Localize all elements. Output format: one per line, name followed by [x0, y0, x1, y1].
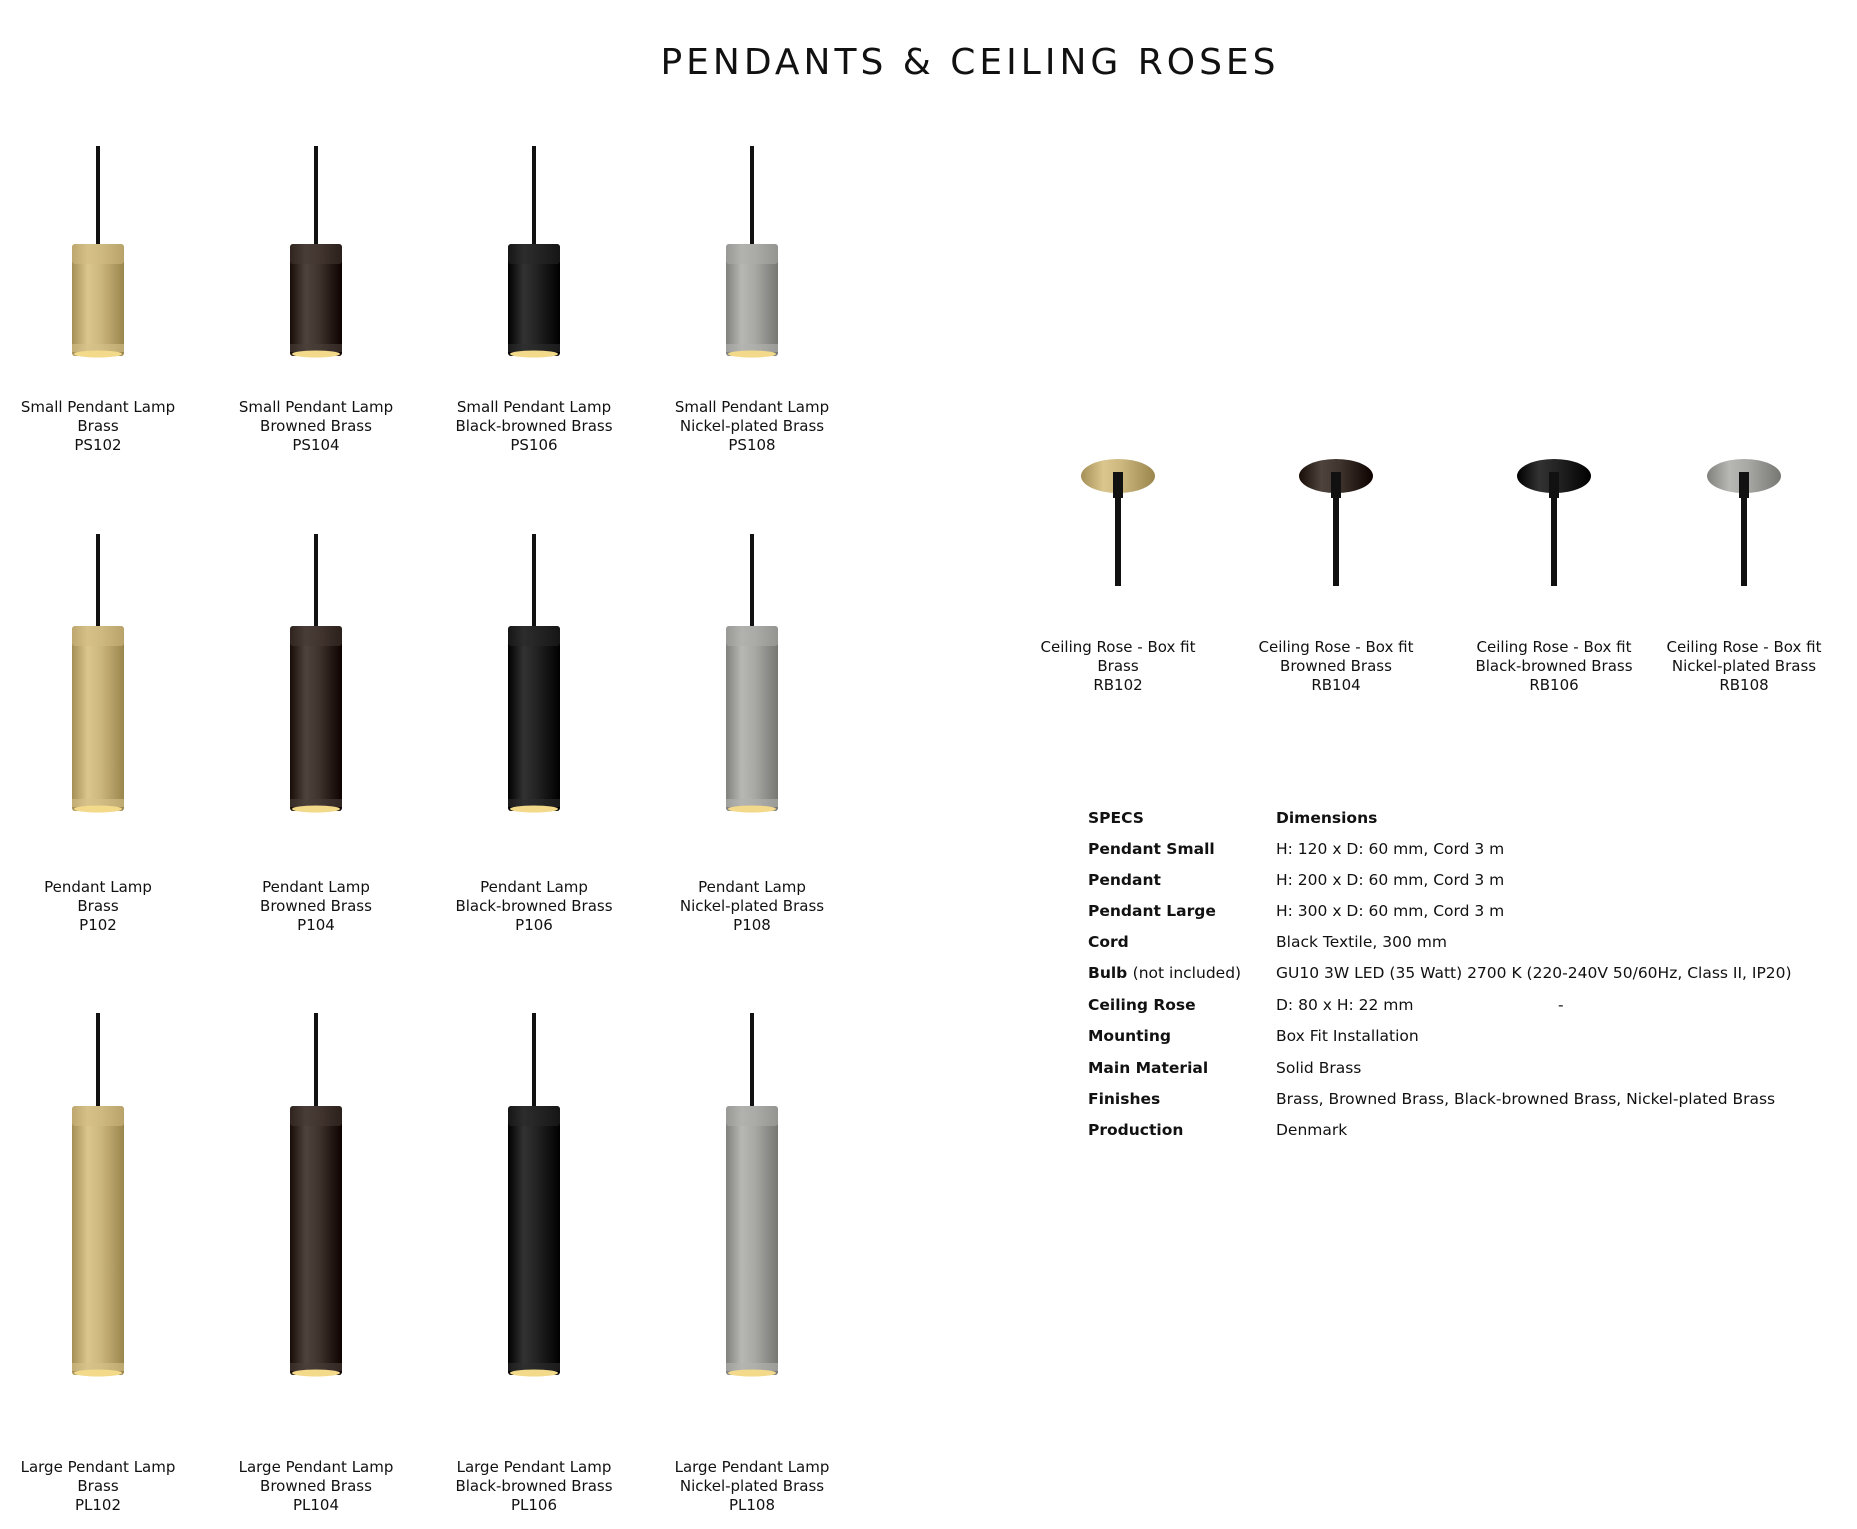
product-caption — [642, 398, 862, 455]
lamp-image — [0, 1013, 208, 1433]
cord — [532, 146, 536, 248]
cord — [314, 534, 318, 630]
product-caption — [1444, 638, 1664, 695]
spec-value: H: 300 x D: 60 mm, Cord 3 m — [1276, 902, 1505, 920]
cord-grip — [1739, 472, 1749, 498]
spec-value: Box Fit Installation — [1276, 1027, 1419, 1045]
lamp-image — [424, 534, 644, 854]
spec-value: GU10 3W LED (35 Watt) 2700 K (220-240V 50/60Hz, Class II, IP20) — [1276, 964, 1792, 982]
lamp-glow — [74, 806, 122, 813]
product-name: Large Pendant Lamp — [238, 1458, 394, 1476]
product-caption — [642, 878, 862, 935]
lamp-top-band — [72, 626, 124, 646]
product-name: Small Pendant Lamp — [238, 398, 394, 416]
product-finish: Nickel-plated Brass — [679, 417, 825, 435]
lamp-glow — [74, 351, 122, 358]
spec-key — [1088, 964, 1241, 982]
product-caption — [424, 878, 644, 935]
lamp-image — [424, 1013, 644, 1433]
product-code: P106 — [515, 916, 553, 934]
product-finish: Browned Brass — [1280, 657, 1392, 675]
lamp-top-band — [726, 244, 778, 264]
product-name: Pendant Lamp — [44, 878, 152, 896]
cord — [314, 146, 318, 248]
product-code: P104 — [297, 916, 335, 934]
spec-value: Solid Brass — [1276, 1059, 1362, 1077]
lamp-glow — [292, 806, 340, 813]
spec-key-note: (not included) — [1132, 964, 1242, 982]
product-code: PS108 — [728, 436, 776, 454]
product-finish: Brass — [77, 417, 119, 435]
spec-value: H: 120 x D: 60 mm, Cord 3 m — [1276, 840, 1505, 858]
product-finish: Brass — [1097, 657, 1139, 675]
product-finish: Nickel-plated Brass — [1671, 657, 1817, 675]
lamp-body — [290, 626, 342, 811]
lamp-top-band — [508, 244, 560, 264]
product-card — [0, 1013, 208, 1513]
spec-value: H: 200 x D: 60 mm, Cord 3 m — [1276, 871, 1505, 889]
product-card — [642, 534, 862, 934]
product-caption — [0, 878, 208, 935]
product-finish: Browned Brass — [260, 897, 372, 915]
lamp-image — [206, 1013, 426, 1433]
product-card — [206, 146, 426, 456]
product-name: Ceiling Rose - Box fit — [1666, 638, 1822, 656]
lamp-image — [206, 146, 426, 376]
product-caption — [1226, 638, 1446, 695]
lamp-glow — [510, 806, 558, 813]
lamp-glow — [292, 351, 340, 358]
product-card — [642, 146, 862, 456]
lamp-image — [424, 146, 644, 376]
product-card — [0, 534, 208, 934]
product-finish: Black-browned Brass — [455, 897, 613, 915]
lamp-body — [508, 626, 560, 811]
product-card — [1008, 458, 1228, 698]
specs-header-dimensions: Dimensions — [1276, 809, 1378, 827]
ceiling-rose-image — [1444, 458, 1664, 618]
product-name: Large Pendant Lamp — [20, 1458, 176, 1476]
ceiling-rose-image — [1634, 458, 1854, 618]
product-name: Pendant Lamp — [698, 878, 806, 896]
lamp-top-band — [726, 626, 778, 646]
spec-key: Pendant Large — [1088, 902, 1216, 920]
product-code: P108 — [733, 916, 771, 934]
cord — [750, 534, 754, 630]
cord — [750, 146, 754, 248]
spec-key: Mounting — [1088, 1027, 1171, 1045]
spec-key: Main Material — [1088, 1059, 1209, 1077]
spec-key: Finishes — [1088, 1090, 1161, 1108]
lamp-glow — [510, 351, 558, 358]
product-code: RB106 — [1529, 676, 1579, 694]
product-name: Ceiling Rose - Box fit — [1258, 638, 1414, 656]
product-name: Large Pendant Lamp — [456, 1458, 612, 1476]
product-card — [424, 534, 644, 934]
product-card — [642, 1013, 862, 1513]
cord-grip — [1549, 472, 1559, 498]
product-name: Pendant Lamp — [262, 878, 370, 896]
lamp-top-band — [72, 1106, 124, 1126]
cord-grip — [1331, 472, 1341, 498]
lamp-glow — [292, 1370, 340, 1377]
lamp-image — [206, 534, 426, 854]
product-name: Small Pendant Lamp — [674, 398, 830, 416]
spec-value: Brass, Browned Brass, Black-browned Brass, Nickel-plated Brass — [1276, 1090, 1776, 1108]
spec-key-text: Bulb — [1088, 964, 1128, 982]
lamp-body — [72, 626, 124, 811]
product-caption — [1634, 638, 1854, 695]
cord — [750, 1013, 754, 1110]
lamp-top-band — [290, 626, 342, 646]
lamp-glow — [728, 806, 776, 813]
product-name: Small Pendant Lamp — [20, 398, 176, 416]
product-finish: Browned Brass — [260, 417, 372, 435]
product-name: Ceiling Rose - Box fit — [1040, 638, 1196, 656]
lamp-image — [642, 146, 862, 376]
cord-grip — [1113, 472, 1123, 498]
product-finish: Brass — [77, 1477, 119, 1495]
product-finish: Black-browned Brass — [455, 1477, 613, 1495]
lamp-image — [642, 1013, 862, 1433]
lamp-top-band — [72, 244, 124, 264]
lamp-glow — [74, 1370, 122, 1377]
product-code: RB108 — [1719, 676, 1769, 694]
lamp-glow — [510, 1370, 558, 1377]
product-card — [1444, 458, 1664, 698]
lamp-image — [0, 146, 208, 376]
lamp-glow — [728, 351, 776, 358]
lamp-body — [508, 1106, 560, 1375]
product-caption — [1008, 638, 1228, 695]
spec-key: Pendant — [1088, 871, 1161, 889]
product-name: Large Pendant Lamp — [674, 1458, 830, 1476]
cord — [314, 1013, 318, 1110]
product-finish: Black-browned Brass — [1475, 657, 1633, 675]
product-finish: Nickel-plated Brass — [679, 897, 825, 915]
spec-key: Production — [1088, 1121, 1184, 1139]
product-code: PL102 — [74, 1496, 122, 1514]
spec-value: Black Textile, 300 mm — [1276, 933, 1447, 951]
product-finish: Black-browned Brass — [455, 417, 613, 435]
lamp-body — [290, 1106, 342, 1375]
product-card — [206, 1013, 426, 1513]
product-finish: Nickel-plated Brass — [679, 1477, 825, 1495]
lamp-top-band — [726, 1106, 778, 1126]
product-code: PS106 — [510, 436, 558, 454]
product-code: PS104 — [292, 436, 340, 454]
product-caption — [0, 398, 208, 455]
product-card — [424, 1013, 644, 1513]
spec-key: Pendant Small — [1088, 840, 1215, 858]
product-caption — [642, 1458, 862, 1515]
lamp-glow — [728, 1370, 776, 1377]
cord — [532, 534, 536, 630]
product-card — [1634, 458, 1854, 698]
product-caption — [206, 878, 426, 935]
cord — [96, 146, 100, 248]
product-card — [0, 146, 208, 456]
lamp-top-band — [290, 244, 342, 264]
product-finish: Browned Brass — [260, 1477, 372, 1495]
product-name: Pendant Lamp — [480, 878, 588, 896]
spec-value: D: 80 x H: 22 mm — [1276, 996, 1414, 1014]
product-caption — [0, 1458, 208, 1515]
lamp-top-band — [508, 626, 560, 646]
lamp-body — [72, 1106, 124, 1375]
product-card — [424, 146, 644, 456]
spec-value: Denmark — [1276, 1121, 1348, 1139]
product-name: Small Pendant Lamp — [456, 398, 612, 416]
lamp-body — [726, 626, 778, 811]
product-code: P102 — [79, 916, 117, 934]
product-caption — [424, 1458, 644, 1515]
product-card — [1226, 458, 1446, 698]
product-code: RB104 — [1311, 676, 1361, 694]
cord — [96, 1013, 100, 1110]
product-code: PL108 — [728, 1496, 776, 1514]
product-finish: Brass — [77, 897, 119, 915]
spec-extra: - — [1558, 996, 1564, 1014]
lamp-body — [726, 1106, 778, 1375]
product-caption — [424, 398, 644, 455]
spec-key: Cord — [1088, 933, 1129, 951]
cord — [532, 1013, 536, 1110]
ceiling-rose-image — [1008, 458, 1228, 618]
product-code: RB102 — [1093, 676, 1143, 694]
lamp-image — [642, 534, 862, 854]
product-caption — [206, 1458, 426, 1515]
product-name: Ceiling Rose - Box fit — [1476, 638, 1632, 656]
product-card — [206, 534, 426, 934]
spec-key: Ceiling Rose — [1088, 996, 1196, 1014]
page-title: PENDANTS & CEILING ROSES — [660, 42, 1280, 83]
product-code: PL106 — [510, 1496, 558, 1514]
lamp-top-band — [508, 1106, 560, 1126]
product-caption — [206, 398, 426, 455]
product-code: PL104 — [292, 1496, 340, 1514]
lamp-top-band — [290, 1106, 342, 1126]
product-code: PS102 — [74, 436, 122, 454]
ceiling-rose-image — [1226, 458, 1446, 618]
lamp-image — [0, 534, 208, 854]
specs-header-label: SPECS — [1088, 809, 1144, 827]
cord — [96, 534, 100, 630]
